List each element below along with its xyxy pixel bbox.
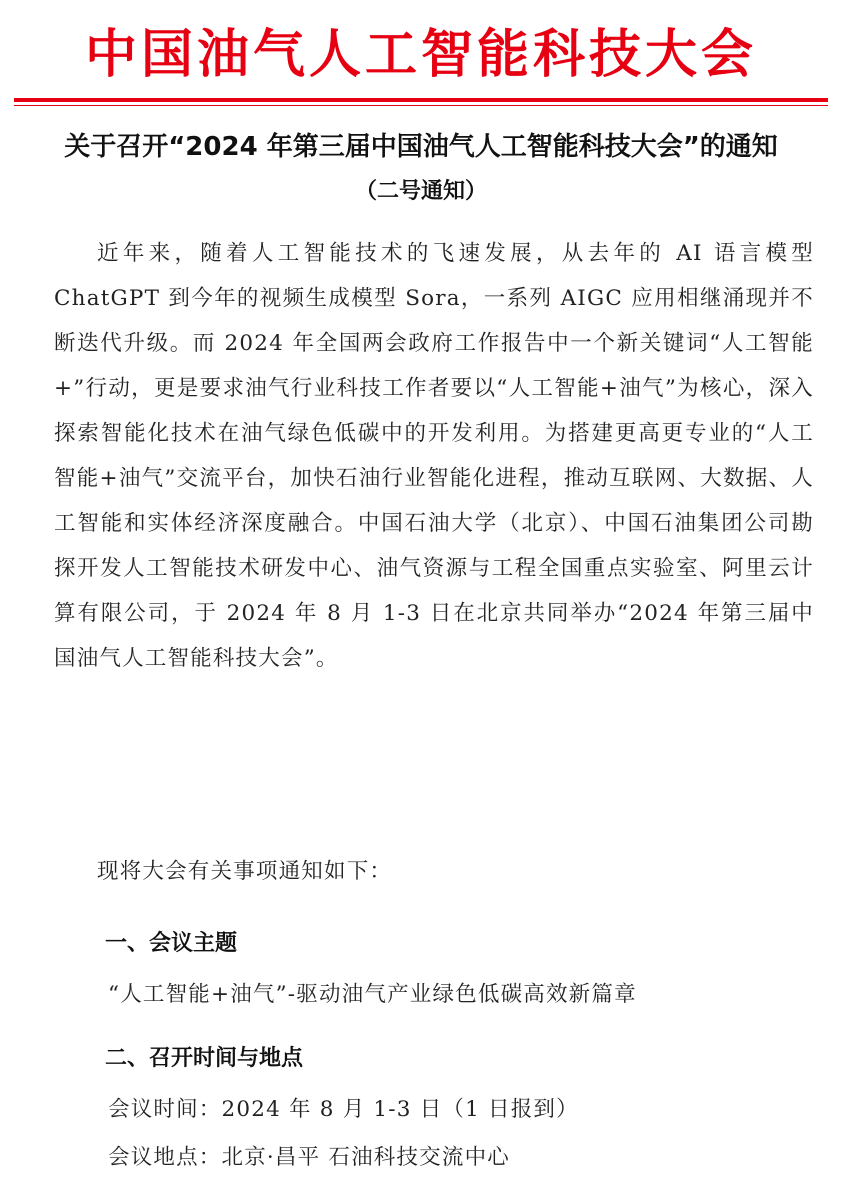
section-theme-text: “人工智能+油气”-驱动油气产业绿色低碳高效新篇章 bbox=[108, 982, 637, 1007]
intro-paragraph: 近年来，随着人工智能技术的飞速发展，从去年的 AI 语言模型 ChatGPT 到今年的视频生成模型 Sora，一系列 AIGC 应用相继涌现并不断迭代升级。而 2024 年全国两会政府工作报告中一个新关键词“人工智能+”行动，更是要求油气行业科技工作者要以“人工智能+油气”为核心，深入探索智能化技术在油气绿色低碳中的开发利用。为搭建更高更专业的“人工智能+油气”交流平台，加快石油行业智能化进程，推动互联网、大数据、人工智能和实体经济深度融合。中国石油大学（北京）、中国石油集团公司勘探开发人工智能技术研发中心、油气资源与工程全国重点实验室、阿里云计算有限公司，于 2024 年 8 月 1-3 日在北京共同举办“2024 年第三届中国油气人工智能科技大会”。 bbox=[54, 241, 814, 671]
section-time-text: 会议时间：2024 年 8 月 1-3 日（1 日报到） bbox=[108, 1097, 579, 1122]
section-heading-theme: 一、会议主题 bbox=[105, 931, 238, 956]
lead-in-text: 现将大会有关事项通知如下： bbox=[97, 859, 393, 884]
notice-subtitle: （二号通知） bbox=[354, 179, 487, 204]
notice-title: 关于召开“2024 年第三届中国油气人工智能科技大会”的通知 bbox=[64, 132, 778, 162]
masthead-divider-thin bbox=[14, 105, 828, 106]
masthead-divider-thick bbox=[14, 98, 828, 102]
section-place-text: 会议地点：北京·昌平 石油科技交流中心 bbox=[108, 1145, 510, 1170]
masthead-title: 中国油气人工智能科技大会 bbox=[84, 24, 757, 85]
section-heading-time-place: 二、召开时间与地点 bbox=[105, 1046, 304, 1071]
